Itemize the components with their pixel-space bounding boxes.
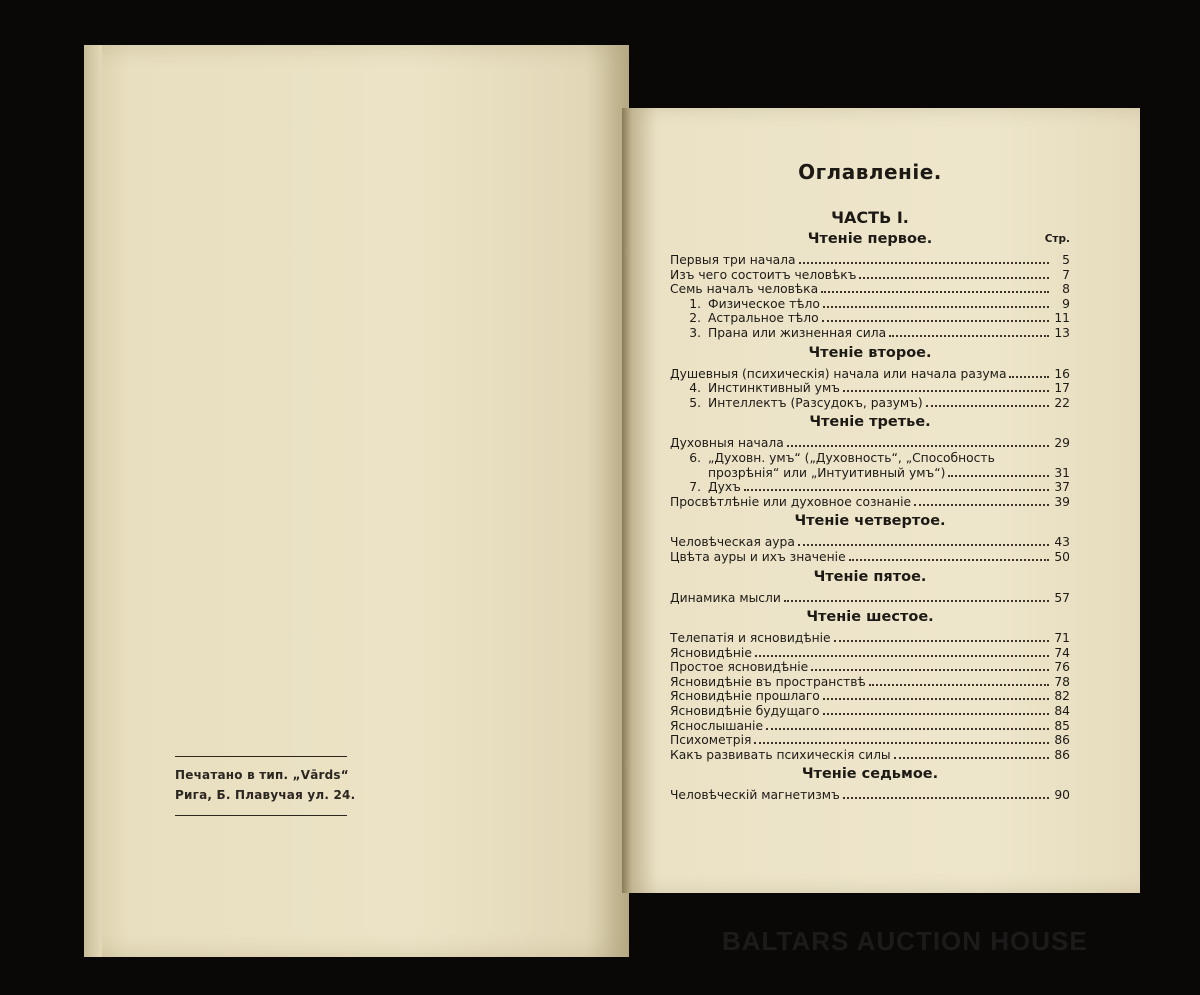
toc-entry[interactable]	[670, 646, 1070, 661]
dot-leader	[823, 704, 1049, 715]
entry-label: Яснослышаніе	[670, 718, 764, 733]
entry-label: Духовныя начала	[670, 436, 784, 451]
entry-label: Человѣческій магнетизмъ	[670, 788, 840, 803]
entry-page: 5	[1062, 253, 1070, 267]
reading-heading	[670, 609, 1070, 629]
toc-entry[interactable]	[670, 550, 1070, 565]
dot-leader	[822, 311, 1049, 322]
printer-imprint	[175, 756, 356, 816]
entry-page: 39	[1054, 494, 1070, 509]
entry-number: 3.	[689, 325, 701, 340]
toc-entry[interactable]	[670, 297, 1070, 312]
entry-label: Просвѣтлѣніе или духовное сознаніе	[670, 494, 912, 509]
entry-text	[670, 282, 818, 297]
entry-text	[670, 495, 911, 510]
dot-leader	[766, 719, 1049, 730]
reading-heading	[670, 766, 1070, 786]
dot-leader	[926, 396, 1049, 407]
dot-leader	[894, 748, 1049, 759]
entry-text	[670, 480, 741, 495]
entry-text	[670, 297, 820, 312]
entry-text	[670, 704, 820, 719]
entry-text	[670, 436, 784, 451]
toc-entry[interactable]	[670, 535, 1070, 550]
left-page-edge	[84, 45, 102, 957]
entry-page: 76	[1054, 660, 1070, 675]
imprint-line-2: Рига, Б. Плавучая ул. 24.	[175, 788, 356, 802]
dot-leader	[821, 282, 1049, 293]
entry-page: 16	[1054, 366, 1070, 381]
entry-page: 74	[1054, 645, 1070, 660]
entry-text	[670, 591, 781, 606]
entry-page: 11	[1054, 311, 1070, 326]
table-of-contents	[670, 160, 1070, 803]
entry-page: 90	[1054, 788, 1070, 803]
entry-page: 82	[1054, 689, 1070, 704]
entry-label: Ясновидѣніе будущаго	[670, 704, 820, 719]
entry-number: 6.	[689, 450, 701, 465]
entry-text	[670, 396, 923, 411]
reading-title: Чтеніе второе.	[808, 344, 932, 361]
entry-label: Ясновидѣніе	[670, 645, 752, 660]
toc-entry[interactable]	[670, 480, 1070, 495]
entry-label: Ясновидѣніе прошлаго	[670, 689, 820, 704]
toc-entry[interactable]	[670, 268, 1070, 283]
imprint-line-1: Печатано в тип. „Vārds“	[175, 768, 349, 782]
page-column-label: Стр.	[1044, 233, 1070, 245]
entry-text	[670, 646, 752, 661]
toc-entry[interactable]	[670, 436, 1070, 451]
entry-text	[670, 719, 763, 734]
entry-label: Инстинктивный умъ	[708, 381, 840, 396]
reading-heading	[670, 345, 1070, 365]
entry-label: Астральное тѣло	[708, 311, 819, 326]
entry-page: 50	[1054, 549, 1070, 564]
entry-page: 78	[1054, 674, 1070, 689]
toc-entry[interactable]	[670, 451, 1070, 480]
entry-text	[670, 675, 866, 690]
entry-label: Духъ	[708, 480, 741, 495]
entry-number: 7.	[689, 480, 701, 495]
entry-label: Первыя три начала	[670, 253, 796, 267]
toc-entry[interactable]	[670, 381, 1070, 396]
toc-entry[interactable]	[670, 788, 1070, 803]
toc-entry[interactable]	[670, 689, 1070, 704]
entry-text-line1: „Духовн. умъ“ („Духовность“, „Способность	[708, 450, 995, 465]
reading-title: Чтеніе седьмое.	[801, 766, 939, 783]
dot-leader	[798, 535, 1049, 546]
toc-entry[interactable]	[670, 326, 1070, 341]
entry-text	[670, 535, 795, 550]
toc-entry[interactable]	[670, 631, 1070, 646]
toc-entry[interactable]	[670, 282, 1070, 297]
entry-text-line2: прозрѣнія“ или „Интуитивный умъ“)	[708, 465, 946, 480]
entry-label: Изъ чего состоитъ человѣкъ	[670, 267, 857, 282]
left-page	[84, 45, 629, 957]
entry-label: Психометрія	[670, 733, 752, 748]
dot-leader	[843, 788, 1049, 799]
entry-page: 71	[1054, 631, 1070, 646]
reading-heading	[670, 513, 1070, 533]
entry-text	[670, 381, 840, 396]
entry-number: 2.	[689, 311, 701, 326]
entry-page: 31	[1054, 465, 1070, 480]
dot-leader	[784, 591, 1049, 602]
entry-text	[670, 788, 840, 803]
entry-page: 37	[1054, 480, 1070, 495]
dot-leader	[755, 646, 1049, 657]
entry-page: 57	[1054, 590, 1070, 605]
dot-leader	[1009, 367, 1049, 378]
entry-label: Динамика мысли	[670, 590, 781, 605]
reading-title: Чтеніе шестое.	[806, 609, 934, 626]
reading-title: Чтеніе третье.	[809, 414, 931, 431]
toc-entry[interactable]	[670, 704, 1070, 719]
reading-heading	[670, 569, 1070, 589]
entry-text	[670, 326, 886, 341]
entry-page: 84	[1054, 704, 1070, 719]
toc-entry[interactable]	[670, 495, 1070, 510]
entry-label: Интеллектъ (Разсудокъ, разумъ)	[708, 395, 923, 410]
entry-page: 86	[1054, 747, 1070, 762]
toc-entry[interactable]	[670, 311, 1070, 326]
dot-leader	[754, 733, 1049, 744]
reading-title: Чтеніе четвертое.	[794, 513, 946, 530]
entry-page: 43	[1054, 535, 1070, 550]
toc-entry[interactable]	[670, 367, 1070, 382]
entry-text	[670, 253, 796, 268]
toc-entry[interactable]	[670, 675, 1070, 690]
dot-leader	[843, 381, 1049, 392]
dot-leader	[744, 480, 1049, 491]
dot-leader	[799, 253, 1049, 264]
entry-text	[670, 550, 846, 565]
toc-readings	[670, 231, 1070, 803]
entry-label: Телепатія и ясновидѣніе	[670, 631, 831, 646]
entry-page: 17	[1054, 381, 1070, 396]
dot-leader	[859, 268, 1049, 279]
reading-title: Чтеніе пятое.	[813, 568, 927, 585]
toc-entry[interactable]	[670, 253, 1070, 268]
entry-text	[670, 311, 819, 326]
entry-text	[670, 631, 831, 646]
toc-title: Оглавленіе.	[798, 160, 942, 184]
entry-label: Ясновидѣніе въ пространствѣ	[670, 674, 866, 689]
toc-entry[interactable]	[670, 748, 1070, 763]
entry-text	[670, 451, 995, 466]
toc-entry[interactable]	[670, 733, 1070, 748]
toc-entry[interactable]	[670, 660, 1070, 675]
entry-text	[670, 733, 751, 748]
dot-leader	[823, 689, 1049, 700]
entry-page: 7	[1062, 267, 1070, 282]
toc-entry[interactable]	[670, 591, 1070, 606]
dot-leader	[849, 550, 1049, 561]
entry-page: 29	[1054, 436, 1070, 451]
watermark: BALTARS AUCTION HOUSE	[722, 926, 1088, 956]
dot-leader	[811, 660, 1049, 671]
entry-label: Семь началъ человѣка	[670, 282, 819, 297]
entry-page: 86	[1054, 733, 1070, 748]
toc-entry[interactable]	[670, 396, 1070, 411]
entry-text	[670, 748, 891, 763]
entry-page: 22	[1054, 395, 1070, 410]
entry-label: Прана или жизненная сила	[708, 325, 887, 340]
part-title: ЧАСТЬ I.	[831, 208, 909, 227]
entry-label: Душевныя (психическія) начала или начала разума	[670, 366, 1007, 381]
entry-label: Физическое тѣло	[708, 296, 820, 311]
reading-heading	[670, 231, 1070, 251]
dot-leader	[823, 297, 1049, 308]
reading-title: Чтеніе первое.	[807, 231, 933, 247]
entry-number: 5.	[689, 395, 701, 410]
dot-leader	[948, 466, 1049, 477]
entry-label: Человѣческая аура	[670, 535, 795, 550]
entry-page: 13	[1054, 325, 1070, 340]
entry-number: 1.	[689, 296, 701, 311]
dot-leader	[787, 436, 1049, 447]
entry-number: 4.	[689, 381, 701, 396]
book-gutter	[622, 108, 632, 893]
dot-leader	[889, 326, 1049, 337]
entry-page: 85	[1054, 718, 1070, 733]
dot-leader	[834, 631, 1049, 642]
entry-page: 8	[1062, 282, 1070, 297]
dot-leader	[914, 495, 1049, 506]
dot-leader	[869, 675, 1049, 686]
entry-text	[670, 367, 1006, 382]
entry-text	[670, 268, 856, 283]
entry-label: Цвѣта ауры и ихъ значеніе	[670, 549, 846, 564]
reading-heading	[670, 414, 1070, 434]
entry-text	[670, 660, 808, 675]
toc-entry[interactable]	[670, 719, 1070, 734]
entry-label: Простое ясновидѣніе	[670, 660, 809, 675]
entry-text	[670, 689, 820, 704]
entry-page: 9	[1062, 296, 1070, 311]
entry-label: Какъ развивать психическія силы	[670, 747, 891, 762]
